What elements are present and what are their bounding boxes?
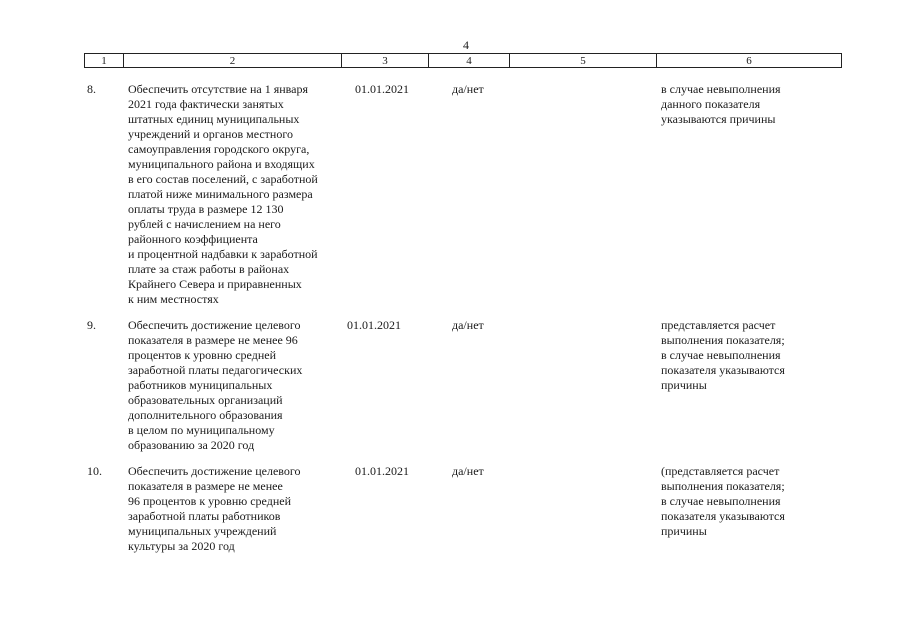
row-yes-no: да/нет <box>452 464 484 478</box>
row-number: 10. <box>87 464 102 478</box>
column-header-2: 2 <box>124 54 342 68</box>
row-description: Обеспечить достижение целевого показателя в размере не менее 96 процентов к уровню средней заработной платы педагогических работников муниципальных образовательных организаций дополнительного образования в целом по муниципальному образованию за 2020 год <box>128 318 303 452</box>
column-header-4: 4 <box>429 54 510 68</box>
row-yes-no: да/нет <box>452 318 484 332</box>
row-note: (представляется расчет выполнения показателя; в случае невыполнения показателя указываются причины <box>661 464 785 538</box>
column-header-row <box>84 53 842 68</box>
row-description: Обеспечить отсутствие на 1 января 2021 года фактически занятых штатных единиц муниципальных учреждений и органов местного самоуправления городского округа, муниципального района и входящих в его состав поселений, с заработной платой ниже минимального размера оплаты труда в размере 12 130 рублей с начислением на него районного коэффициента и процентной надбавки к заработной плате за стаж работы в районах Крайнего Севера и приравненных к ним местностях <box>128 82 318 306</box>
row-date: 01.01.2021 <box>355 82 409 96</box>
row-note: в случае невыполнения данного показателя указываются причины <box>661 82 781 126</box>
row-date: 01.01.2021 <box>347 318 401 332</box>
column-header-6: 6 <box>746 55 752 67</box>
page-number: 4 <box>463 38 469 52</box>
row-date: 01.01.2021 <box>355 464 409 478</box>
row-number: 8. <box>87 82 96 96</box>
row-number: 9. <box>87 318 96 332</box>
row-yes-no: да/нет <box>452 82 484 96</box>
row-description: Обеспечить достижение целевого показателя в размере не менее 96 процентов к уровню средней заработной платы работников муниципальных учреждений культуры за 2020 год <box>128 464 301 553</box>
column-header-3: 3 <box>342 54 429 68</box>
column-header-5: 5 <box>510 54 657 68</box>
column-header-1: 1 <box>85 54 124 68</box>
row-note: представляется расчет выполнения показателя; в случае невыполнения показателя указываются причины <box>661 318 785 392</box>
